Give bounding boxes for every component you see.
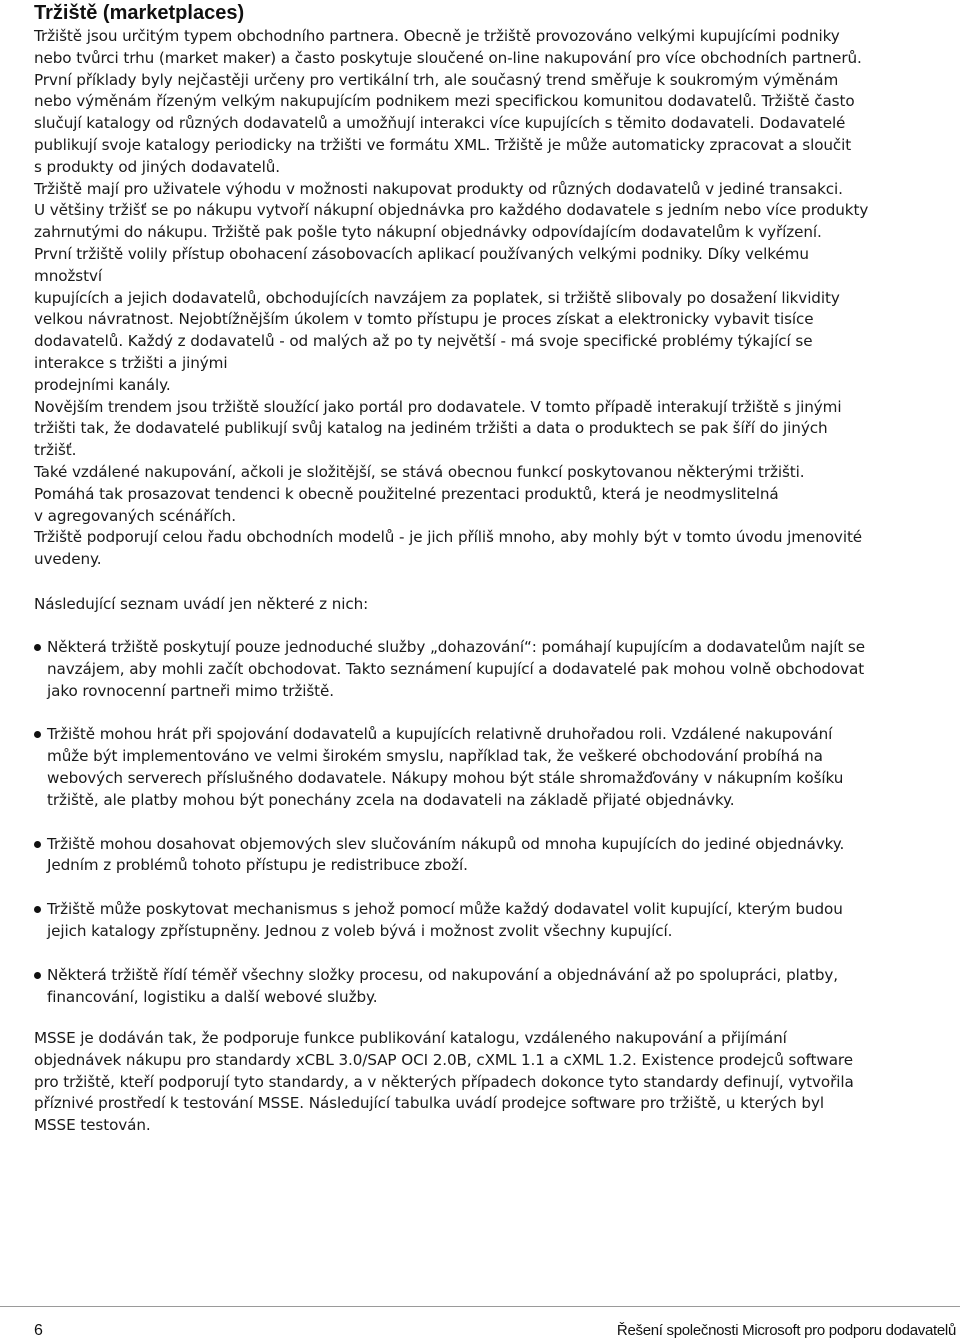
text-line: jako rovnocenní partneři mimo tržiště. (47, 681, 334, 700)
text-line: Jedním z problémů tohoto přístupu je redistribuce zboží. (47, 856, 468, 875)
list-item (34, 834, 958, 878)
text-line: nebo výměnám řízeným velkým nakupujícím podnikem mezi specifickou komunitou dodavatelů. Tržiště často (34, 92, 855, 111)
text-line: U většiny tržišť se po nákupu vytvoří nákupní objednávka pro každého dodavatele s jedním nebo více produkty (34, 201, 869, 220)
text-line: Některá tržiště poskytují pouze jednoduché služby „dohazování“: pomáhají kupujícím a dodavatelům najít se (47, 638, 865, 656)
footer-divider (0, 1306, 960, 1307)
list-item (34, 724, 958, 811)
text-line: tržišť. (34, 441, 77, 460)
text-line: pro tržiště, kteří podporují tyto standardy, a v některých případech dokonce tyto standardy definují, vytvořila (34, 1072, 854, 1091)
text-line: s produkty od jiných dodavatelů. (34, 157, 280, 176)
text-line: Tržiště podporují celou řadu obchodních modelů - je jich příliš mnoho, aby mohly být v tomto úvodu jmenovité (34, 528, 863, 547)
text-line: může být implementováno ve velmi širokém smyslu, například tak, že veškeré obchodování probíhá na (47, 747, 823, 766)
text-line: zahrnutými do nákupu. Tržiště pak pošle tyto nákupní objednávky odpovídajícím dodavatelům k vyřízení. (34, 223, 822, 242)
text-line: MSSE testován. (34, 1116, 151, 1135)
text-line: MSSE je dodáván tak, že podporuje funkce publikování katalogu, vzdáleného nakupování a přijímání (34, 1029, 787, 1047)
section-heading: Tržiště (marketplaces) (34, 2, 245, 24)
text-line: Některá tržiště řídí téměř všechny složky procesu, od nakupování a objednávání až po spolupráci, platby, (47, 965, 838, 984)
bullet-icon (34, 644, 41, 651)
footer-title: Řešení společnosti Microsoft pro podporu dodavatelů (616, 1322, 956, 1339)
bullet-icon (34, 731, 41, 738)
text-line: Tržiště může poskytovat mechanismus s jehož pomocí může každý dodavatel volit kupující, kterým budou (47, 900, 843, 919)
text-line: Tržiště mají pro uživatele výhodu v možnosti nakupovat produkty od různých dodavatelů v jediné transakci. (34, 179, 843, 198)
text-line: tržiště, ale platby mohou být ponechány zcela na dodavateli na základě přijaté objednávky. (47, 790, 735, 809)
text-line: První tržiště volily přístup obohacení zásobovacích aplikací používaných velkými podniky. Díky velkému (34, 244, 809, 263)
text-line: množství (34, 266, 102, 285)
text-line: velkou návratnost. Nejobtížnějším úkolem v tomto přístupu je proces získat a elektronicky vybavit tisíce (34, 310, 814, 329)
text-line: tržišti tak, že dodavatelé publikují svůj katalog na jediném tržišti a data o produktech se pak šíří do jiných (34, 419, 828, 438)
text-line: publikují svoje katalogy periodicky na tržišti ve formátu XML. Tržiště je může automaticky zpracovat a sloučit (34, 135, 852, 154)
text-line: nebo tvůrci trhu (market maker) a často poskytuje sloučené on-line nakupování pro více obchodních partnerů. (34, 48, 862, 67)
text-line: jejich katalogy zpřístupněny. Jednou z voleb bývá i možnost zvolit všechny kupující. (47, 921, 673, 940)
text-line: dodavatelů. Každý z dodavatelů - od malých až po ty největší - má svoje specifické problémy týkající se (34, 332, 813, 351)
text-line: v agregovaných scénářích. (34, 506, 236, 525)
closing-text (34, 1028, 958, 1137)
bullet-icon (34, 972, 41, 979)
bullet-icon (34, 906, 41, 913)
text-line: První příklady byly nejčastěji určeny pro vertikální trh, ale současný trend směřuje k soukromým výměnám (34, 70, 839, 89)
list-item (34, 899, 958, 943)
list-intro: Následující seznam uvádí jen některé z nich: (34, 595, 369, 613)
text-line: Novějším trendem jsou tržiště sloužící jako portál pro dodavatele. V tomto případě interakují tržiště s jinými (34, 397, 842, 416)
text-line: Tržiště mohou hrát při spojování dodavatelů a kupujících relativně druhořadou roli. Vzdálené nakupování (47, 725, 833, 744)
text-line: financování, logistiku a další webové služby. (47, 987, 378, 1006)
text-line: navzájem, aby mohli začít obchodovat. Takto seznámení kupující a dodavatelé pak mohou volně obchodovat (47, 659, 865, 678)
text-line: uvedeny. (34, 550, 102, 569)
page-number: 6 (34, 1322, 43, 1339)
text-line: slučují katalogy od různých dodavatelů a umožňují interakci více kupujících s těmito dodavateli. Dodavatelé (34, 114, 846, 133)
text-line: Také vzdálené nakupování, ačkoli je složitější, se stává obecnou funkcí poskytovanou některými tržišti. (34, 462, 805, 481)
text-line: Pomáhá tak prosazovat tendenci k obecně použitelné prezentaci produktů, která je neodmyslitelná (34, 484, 779, 503)
text-line: kupujících a jejich dodavatelů, obchodujících navzájem za poplatek, si tržiště slibovaly po dosažení likvidity (34, 288, 840, 307)
bullet-icon (34, 841, 41, 848)
text-line: příznivé prostředí k testování MSSE. Následující tabulka uvádí prodejce software pro tržiště, u kterých byl (34, 1094, 824, 1113)
text-line: Tržiště jsou určitým typem obchodního partnera. Obecně je tržiště provozováno velkými kupujícími podniky (34, 27, 840, 45)
list-item (34, 637, 958, 702)
text-line: webových serverech příslušného dodavatele. Nákupy mohou být stále shromažďovány v nákupním košíku (47, 768, 844, 787)
text-line: objednávek nákupu pro standardy xCBL 3.0/SAP OCI 2.0B, cXML 1.1 a cXML 1.2. Existence prodejců software (34, 1050, 853, 1069)
bullet-list (34, 637, 958, 1030)
intro-text (34, 26, 958, 571)
text-line: prodejními kanály. (34, 375, 171, 394)
text-line: Tržiště mohou dosahovat objemových slev slučováním nákupů od mnoha kupujících do jediné objednávky. (47, 834, 845, 853)
list-item (34, 965, 958, 1009)
text-line: interakce s tržišti a jinými (34, 353, 228, 372)
